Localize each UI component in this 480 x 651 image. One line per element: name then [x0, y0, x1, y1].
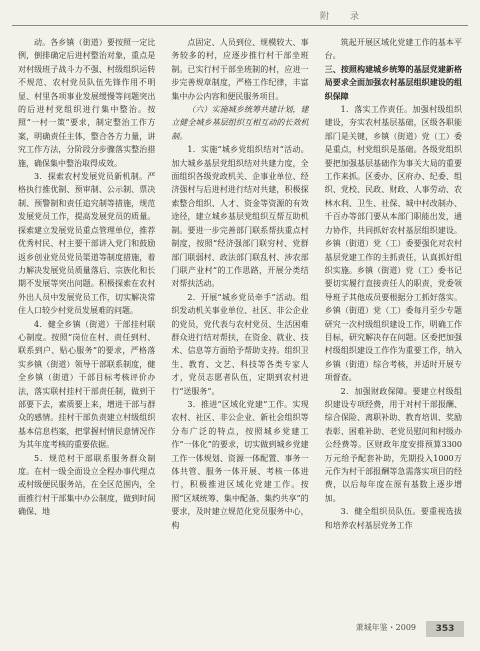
section-title: 附 录: [320, 12, 366, 22]
paragraph: 2．开展“城乡党员牵手”活动。组织发动机关事业单位、社区、非公企业的党员，党代表与农村党员、生活困难群众进行结对帮扶，在资金、就业、技术、信息等方面给予帮助支持。组织卫生、教育、文艺、科技等各类专家人才，党员志愿者队伍，定期到农村进行“送服务”。: [171, 292, 309, 396]
text-column-right: [325, 36, 462, 601]
paragraph: 1．落实工作责任。加强村级组织建设，夯实农村基层基础，区级各职能部门是关键，乡镇（街道）党（工）委是重点，村党组织是基础。各级党组织要把加强基层基础作为事关大局的重要工作来抓。区委办、区府办、纪委、组织、党校、民政、财政、人事劳动、农林水利、卫生、社保、城中村改制办、千百办等部门要从本部门职能出发，通力协作，共同抓好农村基层组织建设。乡镇（街道）党（工）委要强化对农村基层党建工作的主抓责任，认真抓好组织实施。乡镇（街道）党（工）委书记要切实履行直接责任人的职责，党委领导班子其他成员要根据分工抓好落实。乡镇（街道）党（工）委每月至少专题研究一次村级组织建设工作，明确工作目标，研究解决存在问题。区委把加强村级组织建设工作作为重要工作，纳入乡镇（街道）综合考核，并适时开展专项督查。: [324, 105, 462, 383]
paragraph: （六）实施城乡统筹共建计划，建立健全城乡基层组织互相互动的长效机制。: [171, 105, 309, 141]
header-divider: [12, 25, 468, 26]
text-column-left: [18, 36, 155, 601]
paragraph: 点固定、人员到位、规模较大、事务较多的村，应逐步推行村干部坐班制。已实行村干部坐班制的村，应进一步完善规章制度，严格工作纪律，丰富集中办公内容和便民服务项目。: [171, 38, 309, 101]
paragraph: 5．规范村干部联系服务群众制度。在村一级全面设立全程办事代理点或村级便民服务站，在全区范围内，全面推行村干部集中办公制度，做到时间确保、地: [18, 453, 156, 517]
paragraph: 4．健全乡镇（街道）干部挂村联心制度。按照“岗位在村、责任到村、联系到户、贴心服务”的要求，严格落实乡镇（街道）领导干部联系制度，健全乡镇（街道）干部目标考核评价办法，落实联村挂村干部责任制，做到干部要下去，素质要上来，增进干部与群众的感情。挂村干部负责建立村级组织基本信息档案，把掌握村情民意情况作为其年度考核的重要依据。: [18, 319, 156, 450]
paragraph: 筑起开展区域化党建工作的基本平台。: [324, 38, 462, 61]
paragraph: 3．推进“区域化党建”工作。实现农村、社区、非公企业、新社会组织等分布广泛的特点，按照城乡党建工作“一体化”的要求，切实做到城乡党建工作一体规划、资源一体配置、事务一体共管、服务一体开展、考核一体进行，积极推进区域化党建工作。按照“区域统筹、集中配备、集约共享”的要求，及时建立规范化党员服务中心，构: [171, 399, 309, 530]
paragraph: 动。各乡镇（街道）要按照一定比例，倒排确定后进村整治对象，重点是对村级班子战斗力不强、村级组织运转不规范、农村党员队伍先锋作用不明显、村里各项事业发展缓慢等问题突出的后进村党组织进行集中整治。按照“一村一策”要求，制定整治工作方案，明确责任主体，整合各方力量，讲究工作方法，分阶段分步骤落实整治措施，确保集中整治取得成效。: [18, 38, 156, 168]
paragraph: 2．加强财政保障。要建立村级组织建设专项经费，用于对村干部报酬、综合保险、离职补助、教育培训、奖励表彰、困难补助、老党员慰问和村级办公经费等。区财政年度安排预算3300万元给予配套补助，先期投入1000万元作为村干部报酬等急需落实项目的经费，以后每年度在原有基数上逐步增加。: [324, 386, 462, 503]
document-body: [18, 36, 462, 601]
page-number: 353: [426, 621, 464, 637]
paragraph: 三、按照构建城乡统筹的基层党建新格局要求全面加强农村基层组织建设的组织保障: [324, 63, 462, 101]
text-column-middle: [171, 36, 308, 601]
page-footer: [0, 619, 480, 637]
publication-title: 萧城年鉴・2009: [355, 623, 416, 632]
paragraph: 3．探索农村发展党员新机制。严格执行推优制、预审制、公示制、票决制、预警制和责任追究制等措施，规范发展党员工作，提高发展党员的质量。探索建立发展党员重点管理单位，推荐优秀村民、村主要干部讲入党门和鼓励返乡创业党员党员渠道等制度措施，着力解决发展党员质量落后、宗族化和长期不发展等突出问题。积极探索在农村外出人员中发展党员工作，切实解决常住人口较少村党员发展难的问题。: [18, 172, 156, 316]
paragraph: 3．健全组织员队伍。要重视选拔和培养农村基层党务工作: [324, 507, 462, 530]
paragraph: 1．实施“城乡党组织结对”活动。加大城乡基层党组织结对共建力度，全面组织各级党政机关、企事业单位、经济强村与后进村进行结对共建，积极探索整合组织、人才、资金等资源的有效途径，建立城乡基层党组织互帮互助机制。要进一步完善部门联系帮扶重点村制度，按照“经济强部门联穷村、党群部门联弱村、政法部门联乱村、涉农部门联产业村”的工作思路，开展分类结对帮扶活动。: [171, 145, 309, 289]
